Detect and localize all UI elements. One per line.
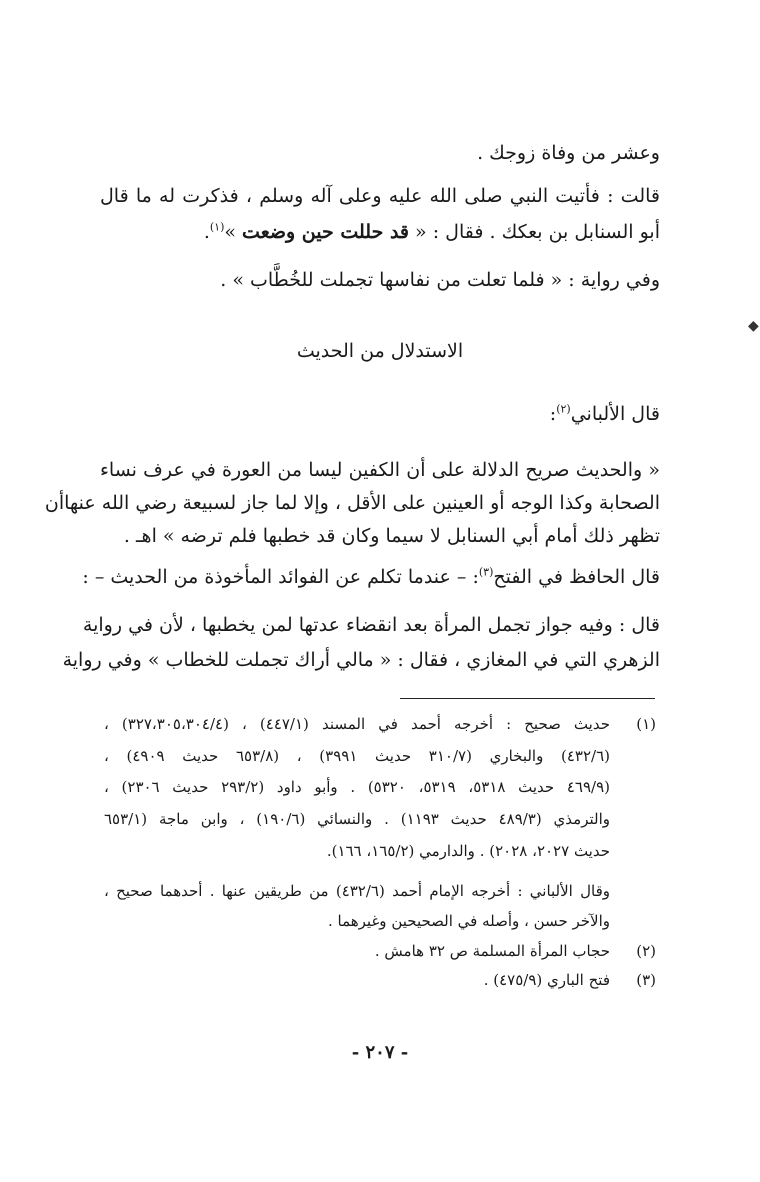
text-line-8: تظهر ذلك أمام أبي السنابل لا سيما وكان قد خطبها فلم ترضه » اهـ . xyxy=(123,525,660,547)
footnote-1-line-3 xyxy=(104,776,656,798)
text-line-9-rest: : – عندما تكلم عن الفوائد المأخوذة من الحديث – : xyxy=(82,566,479,588)
footnote-1-text-3: (٤٦٩/٩ حديث ٥٣١٨، ٥٣١٩، ٥٣٢٠) . وأبو داود (٢٩٣/٢ حديث ٢٣٠٦) ، xyxy=(104,778,611,796)
text-line-11: الزهري التي في المغازي ، فقال : « مالي أراك تجملت للخطاب » وفي رواية xyxy=(62,649,660,671)
text-line-2: قالت : فأتيت النبي صلى الله عليه وعلى آله وسلم ، فذكرت له ما قال xyxy=(100,185,660,207)
colon: : xyxy=(549,403,557,425)
footnote-3-text: فتح الباري (٤٧٥/٩) . xyxy=(483,971,610,989)
text-line-3 xyxy=(204,218,660,246)
hafiz-label: قال الحافظ في الفتح xyxy=(493,566,660,588)
text-line-6: « والحديث صريح الدلالة على أن الكفين ليسا من العورة في عرف نساء xyxy=(100,459,660,481)
text-line-3-start: أبو السنابل بن بعكك . فقال : « xyxy=(409,221,660,243)
footnote-1-text-6: وقال الألباني : أخرجه الإمام أحمد (٤٣٢/٦) من طريقين عنها . أحدهما صحيح ، xyxy=(104,882,610,900)
footnote-1-text-2: (٤٣٢/٦) والبخاري (٣١٠/٧ حديث ٣٩٩١) ، (٦٥٣/٨ حديث ٤٩٠٩) ، xyxy=(104,747,610,765)
line-end-period: . xyxy=(203,221,210,243)
text-line-4: وفي رواية : « فلما تعلت من نفاسها تجملت للخُطَّاب » . xyxy=(220,269,660,291)
hadith-quote-bold: قد حللت حين وضعت xyxy=(242,221,410,243)
text-line-9 xyxy=(82,563,660,591)
footnote-ref-1[interactable]: (١) xyxy=(209,220,225,234)
footnote-1-text-4: والترمذي (٤٨٩/٣ حديث ١١٩٣) . والنسائي (١٩٠/٦) ، وابن ماجة (٦٥٣/١ xyxy=(104,810,610,828)
footnote-2 xyxy=(375,940,656,962)
footnote-1-number: (١) xyxy=(636,715,656,733)
albani-label: قال الألباني xyxy=(570,403,660,425)
footnote-3-number: (٣) xyxy=(636,971,656,989)
footnote-2-number: (٢) xyxy=(636,942,656,960)
footnote-1-line-1 xyxy=(104,713,656,735)
footnote-1-text-1: حديث صحيح : أخرجه أحمد في المسند (٤٤٧/١) ، (٣٢٧،٣٠٥،٣٠٤/٤) ، xyxy=(104,715,610,733)
section-heading: الاستدلال من الحديث xyxy=(296,340,464,362)
footnote-1-line-2 xyxy=(104,745,656,767)
footnote-2-text: حجاب المرأة المسلمة ص ٣٢ هامش . xyxy=(374,942,610,960)
footnote-divider xyxy=(400,698,655,699)
footnote-ref-2[interactable]: (٢) xyxy=(556,402,571,416)
footnote-1-text-5: حديث ٢٠٢٧، ٢٠٢٨) . والدارمي (١٦٥/٢، ١٦٦). xyxy=(326,842,610,860)
text-line-10: قال : وفيه جواز تجمل المرأة بعد انقضاء عدتها لمن يخطبها ، لأن في رواية xyxy=(82,614,660,636)
quote-close: » xyxy=(224,221,243,243)
margin-mark: ◆ xyxy=(748,318,759,334)
footnote-1-line-7 xyxy=(328,910,656,932)
footnote-ref-3[interactable]: (٣) xyxy=(478,565,494,579)
footnote-1-line-4 xyxy=(104,808,656,830)
footnote-1-line-5 xyxy=(327,840,656,862)
text-line-7: الصحابة وكذا الوجه أو العينين على الأقل ، وإلا لما جاز لسبيعة رضي الله عنهاأن xyxy=(44,492,660,514)
footnote-1-text-7: والآخر حسن ، وأصله في الصحيحين وغيرهما . xyxy=(327,912,610,930)
text-line-5 xyxy=(550,400,660,428)
page-number: - ٢٠٧ - xyxy=(351,1042,409,1063)
text-line-1: وعشر من وفاة زوجك . xyxy=(477,142,660,164)
footnote-3 xyxy=(484,969,656,991)
footnote-1-line-6 xyxy=(104,880,656,902)
